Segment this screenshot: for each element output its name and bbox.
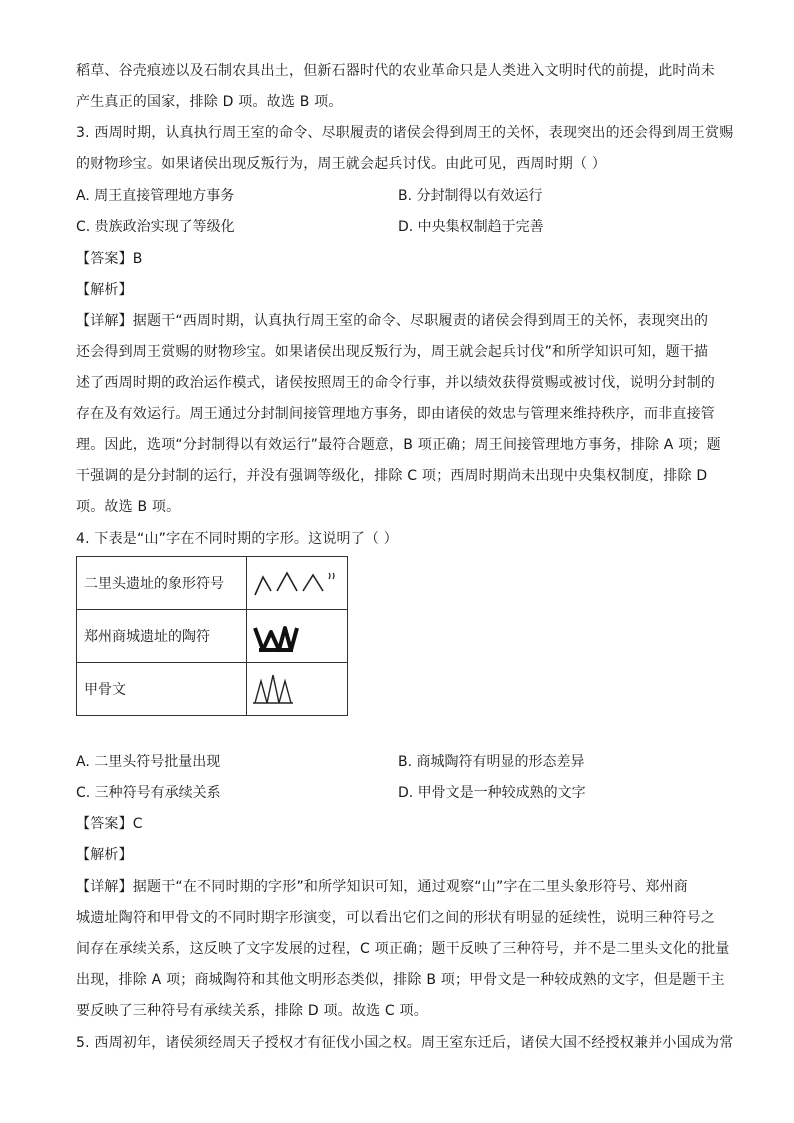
question-5-stem: 5. 西周初年，诸侯须经周天子授权才有征伐小国之权。周王室东迁后，诸侯大国不经授权兼并小国成为常 — [76, 1035, 734, 1051]
glyph-table — [76, 556, 348, 716]
table-row — [77, 557, 348, 610]
q4-analysis-heading: 【解析】 — [76, 847, 133, 863]
q4-option-a: A. 二里头符号批量出现 — [76, 754, 221, 770]
q3-detail: 项。故选 B 项。 — [76, 499, 181, 515]
q3-detail: 干强调的是分封制的运行，并没有强调等级化，排除 C 项；西周时期尚未出现中央集权制度，排除 D — [76, 468, 708, 484]
q3-detail: 理。因此，选项“分封制得以有效运行”最符合题意，B 项正确；周王间接管理地方事务，排除 A 项；题 — [76, 437, 721, 453]
q3-option-b: B. 分封制得以有效运行 — [398, 188, 543, 204]
q4-answer: 【答案】C — [76, 816, 143, 832]
q3-detail: 【详解】据题干“西周时期，认真执行周王室的命令、尽职履责的诸侯会得到周王的关怀，表现突出的 — [76, 313, 709, 329]
q3-option-d: D. 中央集权制趋于完善 — [398, 219, 544, 235]
q4-detail: 城遗址陶符和甲骨文的不同时期字形演变，可以看出它们之间的形状有明显的延续性，说明三种符号之 — [76, 910, 715, 926]
table-cell-label: 郑州商城遗址的陶符 — [77, 610, 247, 663]
question-4-stem: 4. 下表是“山”字在不同时期的字形。这说明了（ ） — [76, 531, 398, 547]
question-3-stem: 3. 西周时期，认真执行周王室的命令、尽职履责的诸侯会得到周王的关怀，表现突出的还会得到周王赏赐 — [76, 125, 734, 141]
q3-option-c: C. 贵族政治实现了等级化 — [76, 219, 235, 235]
q4-detail: 出现，排除 A 项；商城陶符和其他文明形态类似，排除 B 项；甲骨文是一种较成熟的文字，但是题干主 — [76, 972, 725, 988]
text-line: 产生真正的国家，排除 D 项。故选 B 项。 — [76, 94, 343, 110]
table-row — [77, 610, 348, 663]
q3-analysis-heading: 【解析】 — [76, 282, 133, 298]
q3-answer: 【答案】B — [76, 251, 143, 267]
q4-detail: 【详解】据题干“在不同时期的字形”和所学知识可知，通过观察“山”字在二里头象形符号、郑州商 — [76, 879, 689, 895]
table-cell-label: 甲骨文 — [77, 663, 247, 716]
q3-detail: 述了西周时期的政治运作模式，诸侯按照周王的命令行事，并以绩效获得赏赐或被讨伐，说明分封制的 — [76, 375, 715, 391]
oracle-bone-mountain-glyph — [247, 663, 348, 716]
q4-option-c: C. 三种符号有承续关系 — [76, 785, 221, 801]
text-line: 稻草、谷壳痕迹以及石制农具出土，但新石器时代的农业革命只是人类进入文明时代的前提，此时尚未 — [76, 63, 715, 79]
q3-detail: 还会得到周王赏赐的财物珍宝。如果诸侯出现反叛行为，周王就会起兵讨伐”和所学知识可知，题干描 — [76, 344, 709, 360]
q3-option-a: A. 周王直接管理地方事务 — [76, 188, 235, 204]
erlitou-mountain-glyph — [247, 557, 348, 610]
q4-option-d: D. 甲骨文是一种较成熟的文字 — [398, 785, 586, 801]
shang-pottery-mountain-glyph — [247, 610, 348, 663]
question-3-stem: 的财物珍宝。如果诸侯出现反叛行为，周王就会起兵讨伐。由此可见，西周时期（ ） — [76, 156, 607, 172]
q4-detail: 间存在承续关系，这反映了文字发展的过程，C 项正确；题干反映了三种符号，并不是二里头文化的批量 — [76, 941, 730, 957]
table-cell-label: 二里头遗址的象形符号 — [77, 557, 247, 610]
q4-option-b: B. 商城陶符有明显的形态差异 — [398, 754, 585, 770]
table-row — [77, 663, 348, 716]
q3-detail: 存在及有效运行。周王通过分封制间接管理地方事务，即由诸侯的效忠与管理来维持秩序，而非直接管 — [76, 406, 715, 422]
q4-detail: 要反映了三种符号有承续关系，排除 D 项。故选 C 项。 — [76, 1003, 428, 1019]
